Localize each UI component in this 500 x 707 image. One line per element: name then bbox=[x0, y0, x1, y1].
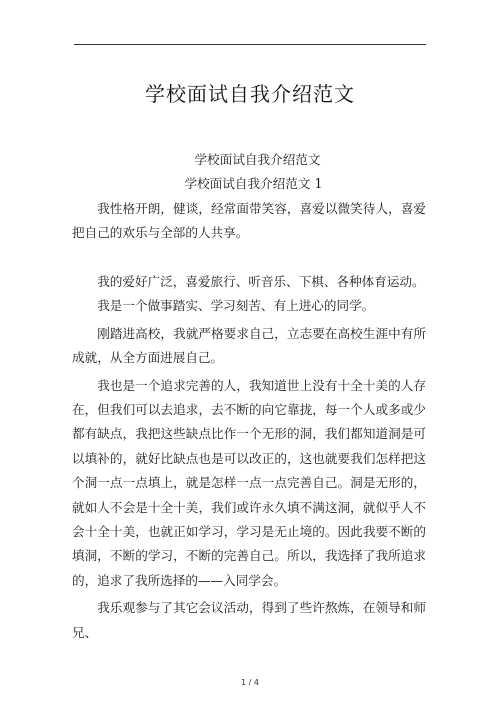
header-rule bbox=[74, 44, 426, 45]
section-heading: 学校面试自我介绍范文 1 bbox=[184, 176, 323, 192]
paragraph-character: 我是一个做事踏实、学习刻苦、有上进心的同学。 bbox=[97, 298, 375, 314]
paragraph-perfection: 我也是一个追求完善的人，我知道世上没有十全十美的人存在，但我们可以去追求，去不断的向它靠拢，每一个人或多或少都有缺点，我把这些缺点比作一个无形的洞，我们都知道洞是可以填补的，就好比缺点也是可以改正的，这也就要我们怎样把这个洞一点一点填上，就是怎样一点一点完善自己。洞是无形的，就如人不会是十全十美，我们或许永久填不满这洞，就似乎人不会十全十美，也就正如学习，学习是无止境的。因此我要不断的填洞，不断的学习，不断的完善自己。所以，我选择了我所追求的，追求了我所选择的——入同学会。 bbox=[72, 377, 426, 588]
paragraph-college: 刚踏进高校，我就严格要求自己，立志要在高校生涯中有所成就，从全方面进展自己。 bbox=[72, 325, 426, 366]
paragraph-activities: 我乐观参与了其它会议活动，得到了些许熬炼，在领导和师兄、 bbox=[72, 600, 426, 640]
document-subtitle: 学校面试自我介绍范文 bbox=[194, 152, 321, 167]
document-body bbox=[72, 148, 426, 645]
document-title: 学校面试自我介绍范文 bbox=[145, 82, 355, 106]
page-number: 1 / 4 bbox=[241, 678, 259, 687]
paragraph-hobbies: 我的爱好广泛，喜爱旅行、听音乐、下棋、各种体育运动。 bbox=[97, 274, 425, 290]
blank-line bbox=[88, 246, 413, 270]
paragraph-personality: 我性格开朗，健谈，经常面带笑容，喜爱以微笑待人，喜爱把自己的欢乐与全部的人共享。 bbox=[72, 200, 426, 241]
